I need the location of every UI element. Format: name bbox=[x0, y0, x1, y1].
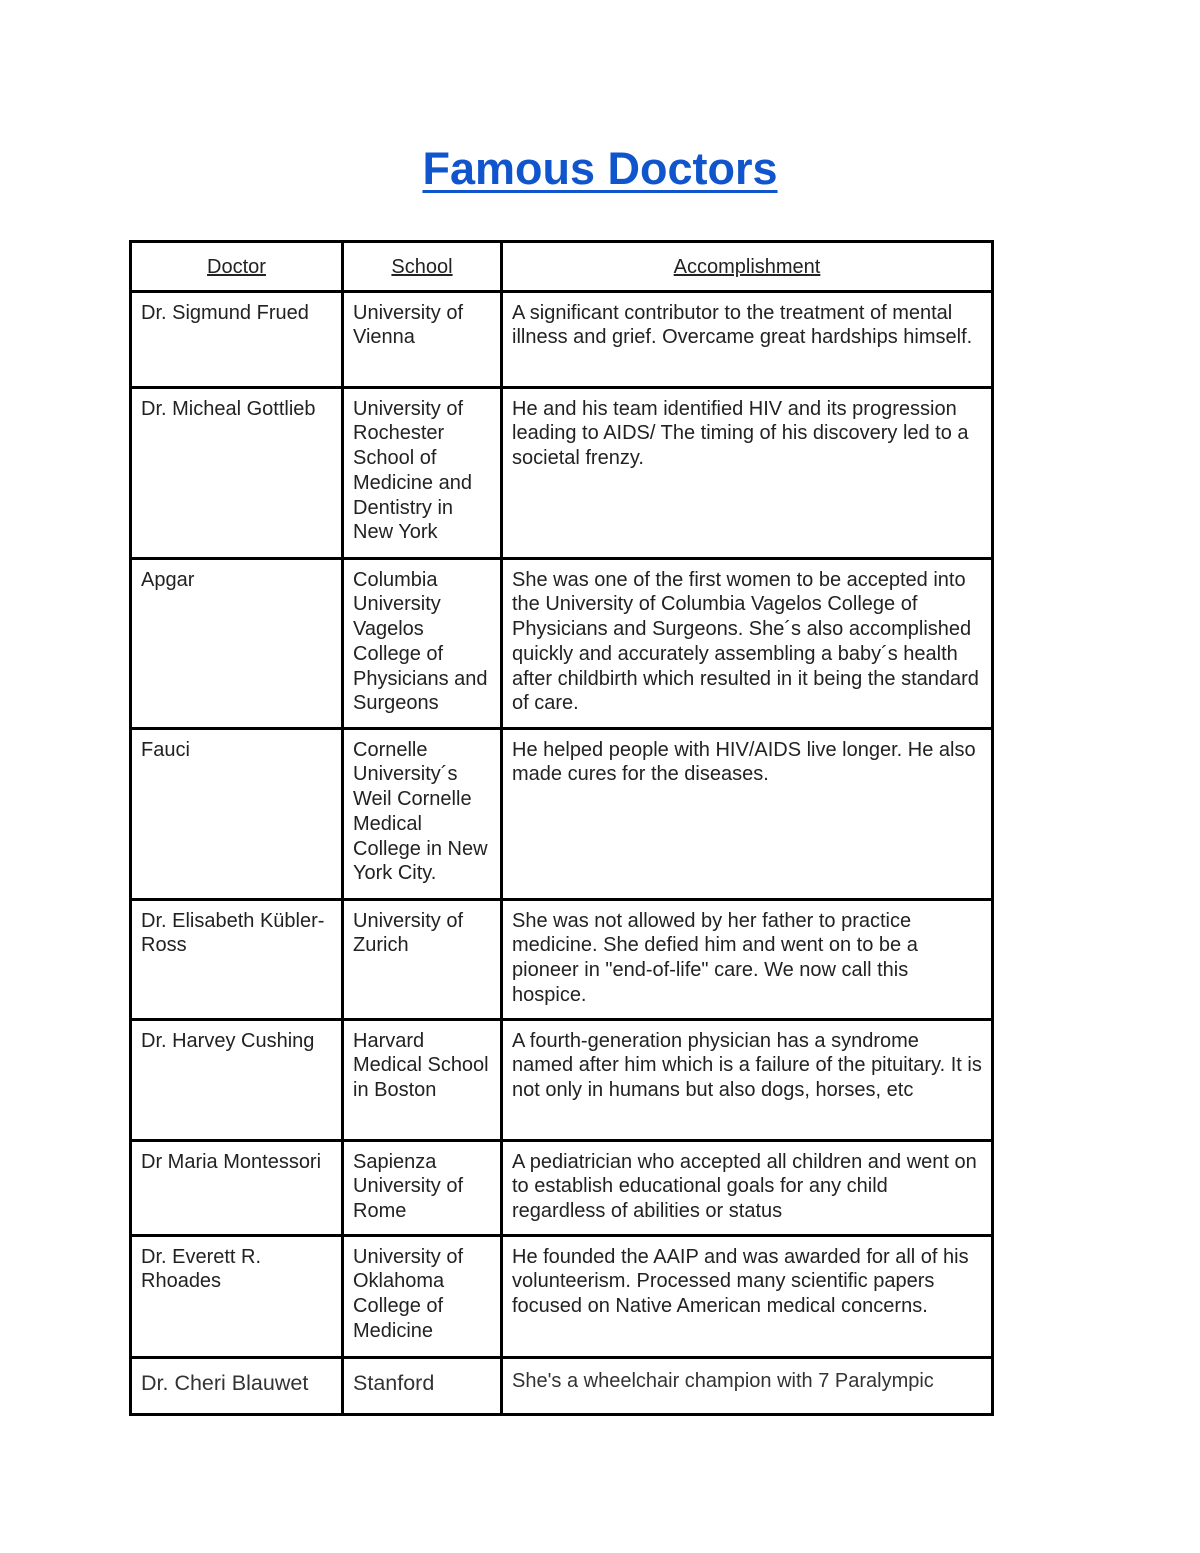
cell-accomplishment: He and his team identified HIV and its progression leading to AIDS/ The timing of his discovery led to a societal frenzy. bbox=[502, 387, 993, 558]
cell-school: University of Oklahoma College of Medicine bbox=[343, 1235, 502, 1357]
cell-accomplishment: A fourth-generation physician has a syndrome named after him which is a failure of the pituitary. It is not only in humans but also dogs, horses, etc bbox=[502, 1019, 993, 1140]
header-school: School bbox=[343, 242, 502, 292]
table-row bbox=[131, 1357, 993, 1414]
cell-doctor: Dr. Harvey Cushing bbox=[131, 1019, 343, 1140]
cell-school: University of Rochester School of Medicine and Dentistry in New York bbox=[343, 387, 502, 558]
cell-school: Sapienza University of Rome bbox=[343, 1140, 502, 1235]
cell-accomplishment: She's a wheelchair champion with 7 Paralympic bbox=[502, 1357, 993, 1414]
page-title: Famous Doctors bbox=[422, 143, 778, 194]
header-accomplishment: Accomplishment bbox=[502, 242, 993, 292]
table-header-row bbox=[131, 242, 993, 292]
cell-school: Cornelle University´s Weil Cornelle Medical College in New York City. bbox=[343, 728, 502, 899]
cell-doctor: Dr. Micheal Gottlieb bbox=[131, 387, 343, 558]
cell-accomplishment: She was one of the first women to be accepted into the University of Columbia Vagelos College of Physicians and Surgeons. She´s also accomplished quickly and accurately assembling a baby´s health after childbirth which resulted in it being the standard of care. bbox=[502, 558, 993, 728]
cell-school: University of Zurich bbox=[343, 899, 502, 1019]
cell-accomplishment: A pediatrician who accepted all children and went on to establish educational goals for any child regardless of abilities or status bbox=[502, 1140, 993, 1235]
cell-school: University of Vienna bbox=[343, 291, 502, 387]
cell-accomplishment: He founded the AAIP and was awarded for all of his volunteerism. Processed many scientific papers focused on Native American medical concerns. bbox=[502, 1235, 993, 1357]
cell-doctor: Fauci bbox=[131, 728, 343, 899]
cell-doctor: Dr. Cheri Blauwet bbox=[131, 1357, 343, 1414]
table-row bbox=[131, 558, 993, 728]
cell-school: Columbia University Vagelos College of Physicians and Surgeons bbox=[343, 558, 502, 728]
table-row bbox=[131, 728, 993, 899]
cell-school: Stanford bbox=[343, 1357, 502, 1414]
cell-doctor: Dr Maria Montessori bbox=[131, 1140, 343, 1235]
cell-doctor: Apgar bbox=[131, 558, 343, 728]
table-row bbox=[131, 387, 993, 558]
table-row bbox=[131, 1235, 993, 1357]
doctors-table bbox=[129, 240, 994, 1416]
header-doctor: Doctor bbox=[131, 242, 343, 292]
cell-doctor: Dr. Elisabeth Kübler-Ross bbox=[131, 899, 343, 1019]
table-row bbox=[131, 1140, 993, 1235]
cell-accomplishment: He helped people with HIV/AIDS live longer. He also made cures for the diseases. bbox=[502, 728, 993, 899]
cell-doctor: Dr. Sigmund Frued bbox=[131, 291, 343, 387]
table-row bbox=[131, 899, 993, 1019]
cell-accomplishment: A significant contributor to the treatment of mental illness and grief. Overcame great hardships himself. bbox=[502, 291, 993, 387]
cell-doctor: Dr. Everett R. Rhoades bbox=[131, 1235, 343, 1357]
table-row bbox=[131, 1019, 993, 1140]
cell-school: Harvard Medical School in Boston bbox=[343, 1019, 502, 1140]
table-row bbox=[131, 291, 993, 387]
cell-accomplishment: She was not allowed by her father to practice medicine. She defied him and went on to be a pioneer in "end-of-life" care. We now call this hospice. bbox=[502, 899, 993, 1019]
